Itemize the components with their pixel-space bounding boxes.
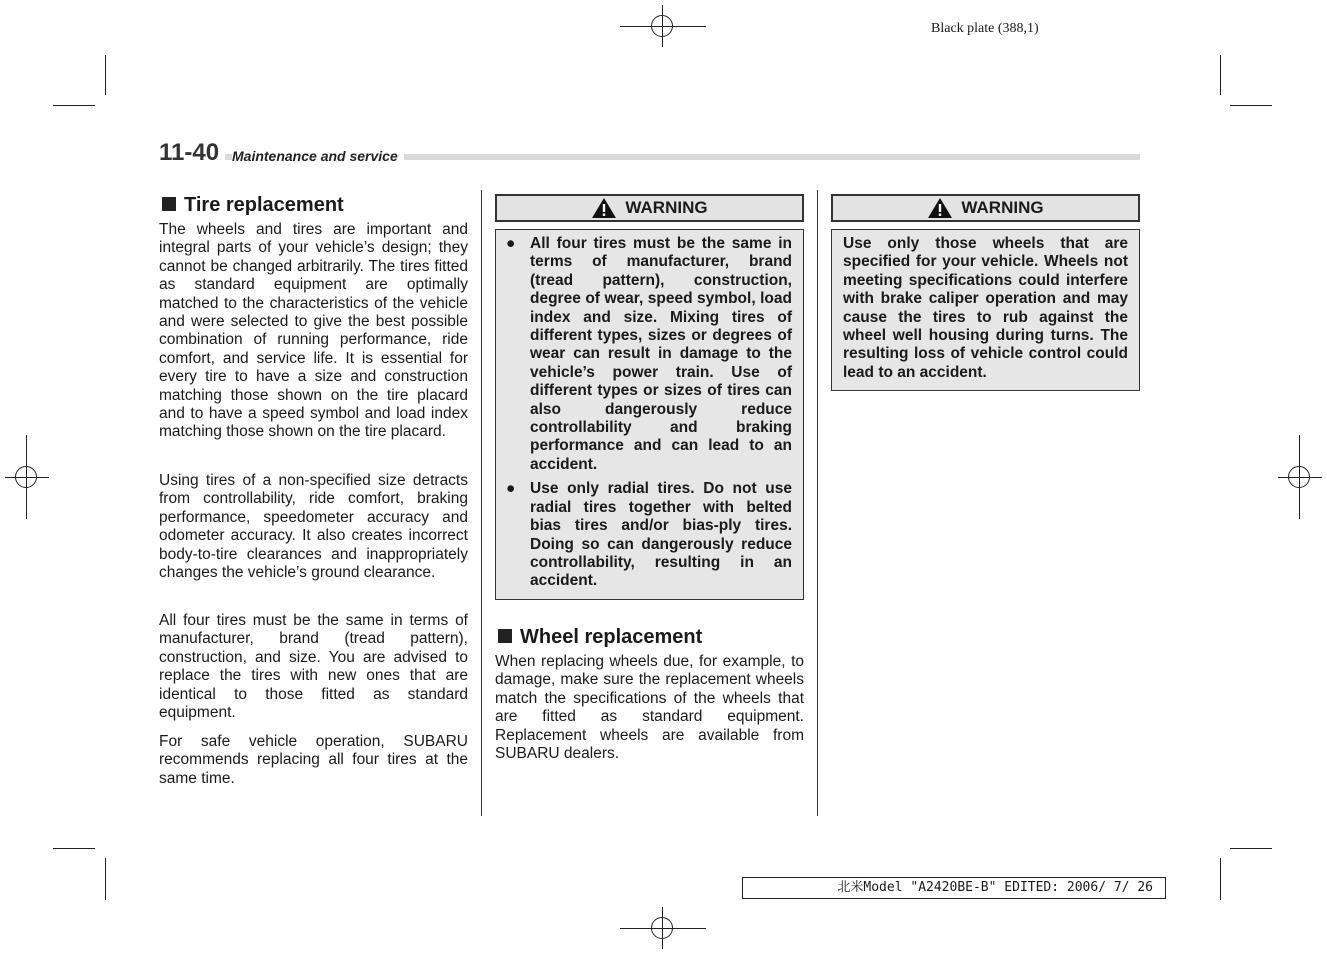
warning-1-item: ● Use only radial tires. Do not use radial tires together with belted bias tires and/or bias-ply tires. Doing so can dangerously reduce controllability, resulting in an accident. (506, 480, 792, 590)
warning-triangle-icon (927, 197, 953, 219)
bullet-icon: ● (506, 480, 516, 498)
wheel-paragraph: When replacing wheels due, for example, to damage, make sure the replacement wheels match the specifications of the wheels that are fitted as standard equipment. Replacement wheels are available from SUBARU dealers. (495, 653, 804, 763)
tire-paragraph-2: Using tires of a non-specified size detracts from controllability, ride comfort, braking performance, speedometer accuracy and odometer accuracy. It also creates incorrect body-to-tire clearances and inappropriately changes the vehicle’s ground clearance. (159, 472, 468, 582)
tire-replacement-heading: Tire replacement (162, 193, 344, 217)
warning-1-item: ● All four tires must be the same in terms of manufacturer, brand (tread pattern), construction, degree of wear, speed symbol, load index and size. Mixing tires of different types, sizes or degrees of wear can result in damage to the vehicle’s power train. Use of different types or sizes of tires can also dangerously reduce controllability and braking performance and can lead to an accident. (506, 235, 792, 473)
column-rule-right (817, 190, 818, 816)
warning-triangle-icon (591, 197, 617, 219)
tire-paragraph-3: All four tires must be the same in terms of manufacturer, brand (tread pattern), construction, and size. You are advised to replace the tires with new ones that are identical to those fitted as standard equipment. (159, 612, 468, 722)
warning-header-1: WARNING (495, 194, 804, 222)
warning-header-2: WARNING (831, 194, 1140, 222)
wheel-replacement-heading: Wheel replacement (498, 625, 702, 649)
tire-paragraph-1: The wheels and tires are important and integral parts of your vehicle’s design; they cannot be changed arbitrarily. The tires fitted as standard equipment are optimally matched to the characteristics of the vehicle and were selected to give the best possible combination of running performance, ride comfort, and service life. It is essential for every tire to have a size and construction matching those shown on the tire placard and to have a speed symbol and load index matching those shown on the tire placard. (159, 221, 468, 441)
warning-body-1 (495, 229, 804, 600)
plate-label: Black plate (388,1) (931, 21, 1039, 36)
bullet-icon: ● (506, 235, 516, 252)
footer-edit-info: 北米Model "A2420BE-B" EDITED: 2006/ 7/ 26 (742, 877, 1166, 899)
page-number: 11-40 (159, 139, 225, 167)
column-rule-left (481, 190, 482, 816)
warning-2-text: Use only those wheels that are specified for your vehicle. Wheels not meeting specifications could interfere with brake caliper operation and may cause the tires to rub against the wheel well housing during turns. The resulting loss of vehicle control could lead to an accident. (843, 235, 1128, 381)
square-bullet-icon (162, 197, 176, 211)
section-title: Maintenance and service (232, 147, 404, 165)
warning-body-2 (831, 229, 1140, 391)
tire-paragraph-4: For safe vehicle operation, SUBARU recommends replacing all four tires at the same time. (159, 733, 468, 787)
square-bullet-icon (498, 629, 512, 643)
